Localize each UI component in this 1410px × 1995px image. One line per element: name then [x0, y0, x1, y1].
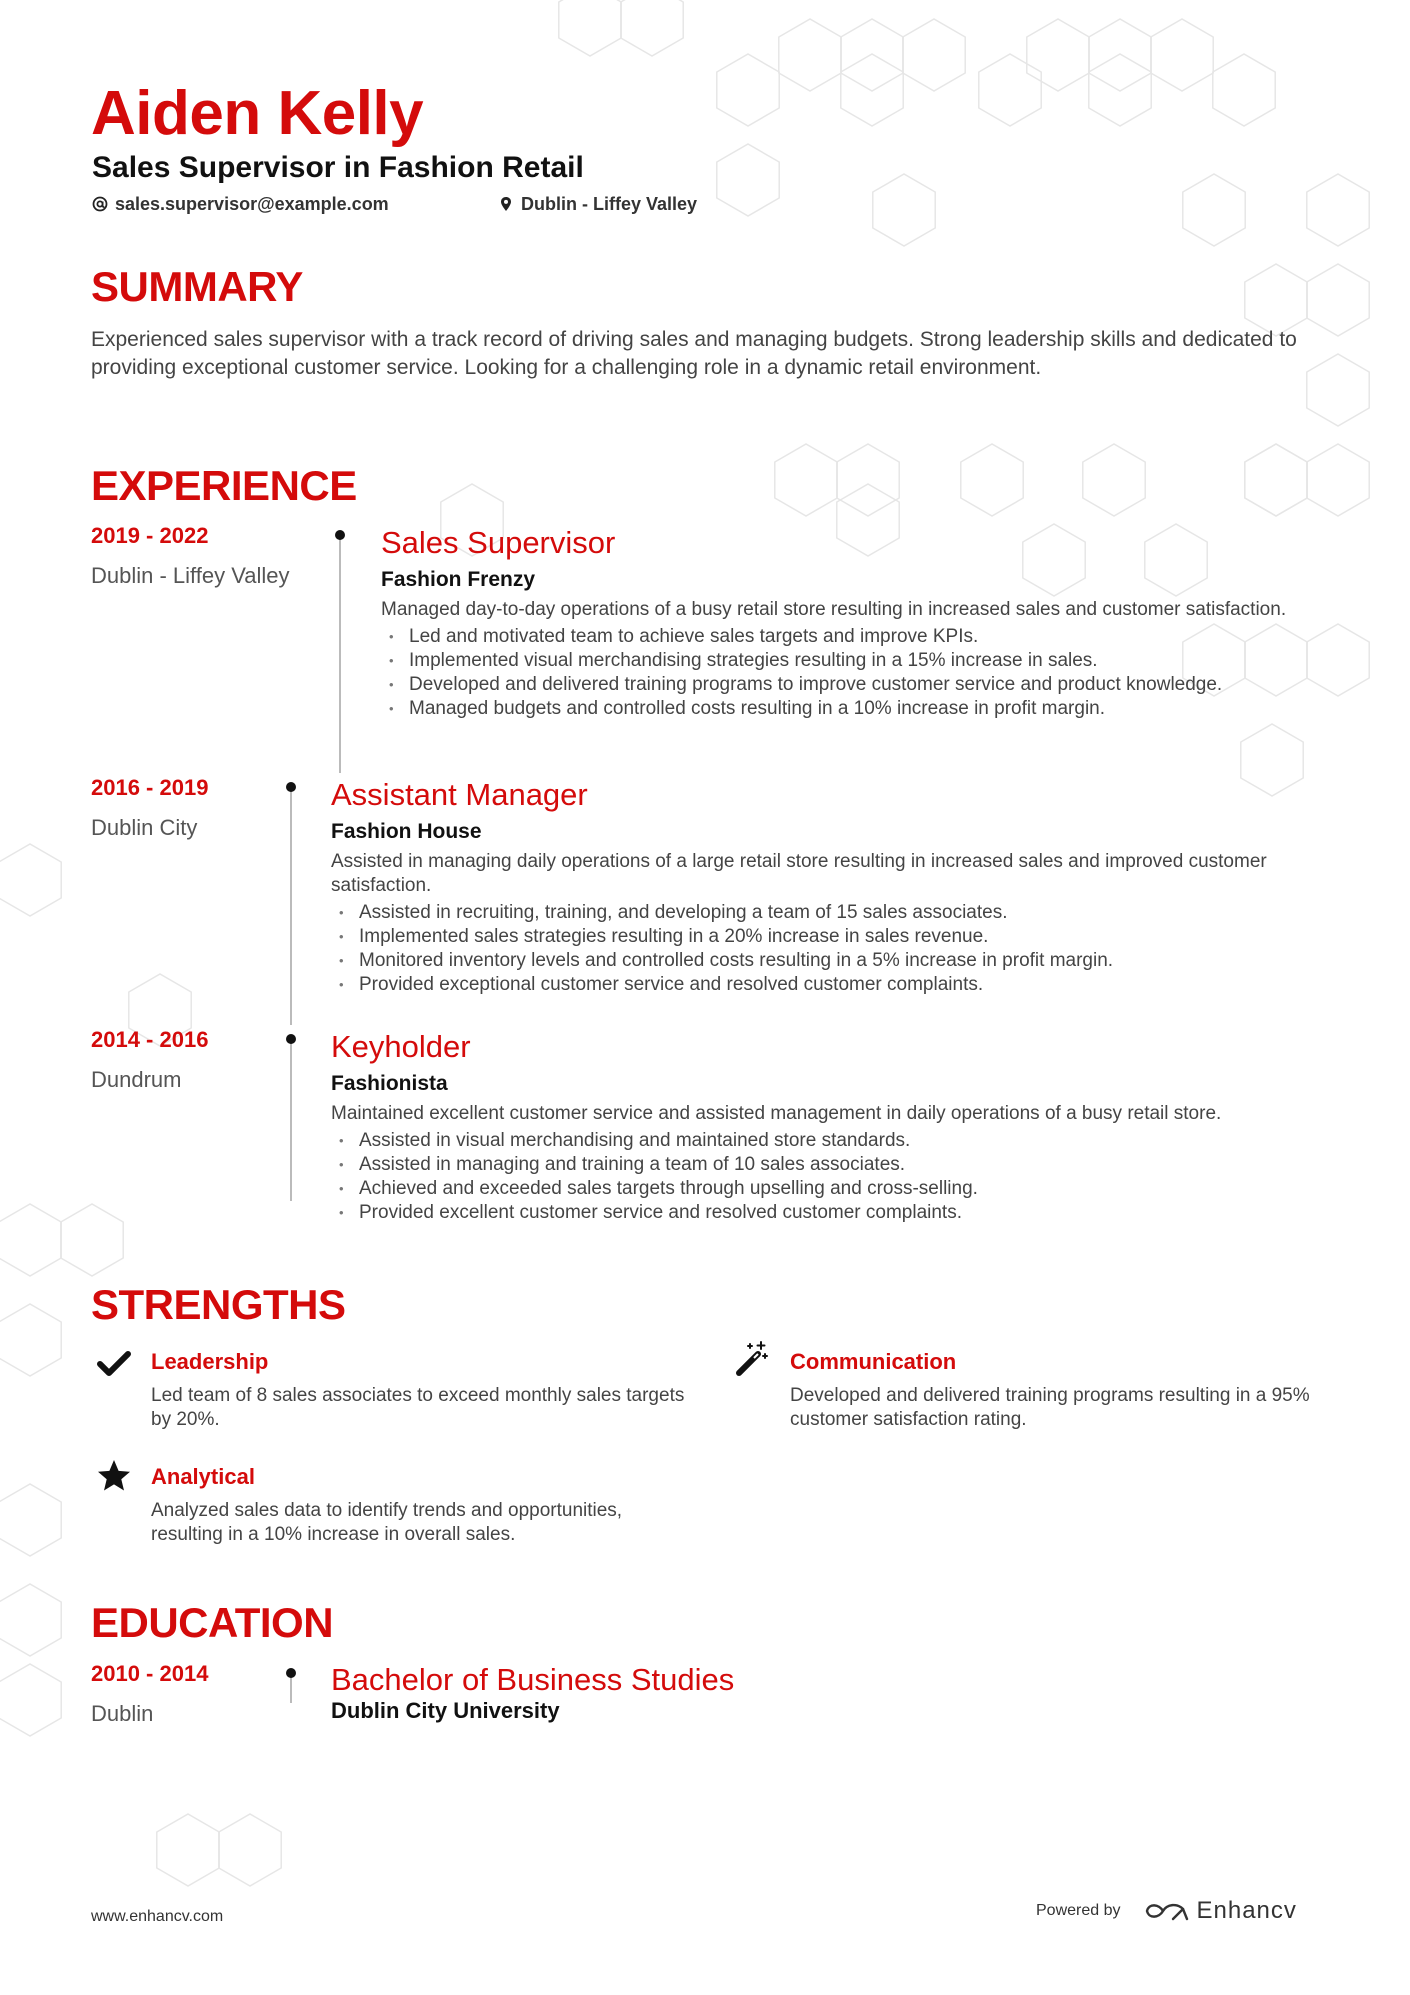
bullet-item: • Assisted in visual merchandising and maintained store standards.	[331, 1129, 1321, 1153]
bullet-item: • Provided excellent customer service and resolved customer complaints.	[331, 1201, 1321, 1225]
timeline-dot	[286, 1034, 296, 1044]
timeline-line	[339, 535, 341, 773]
location-pin-icon	[498, 196, 514, 212]
bullet-item: • Implemented sales strategies resulting in a 20% increase in sales revenue.	[331, 925, 1321, 949]
strengths-heading: STRENGTHS	[91, 1281, 346, 1328]
summary-heading: SUMMARY	[91, 263, 303, 310]
experience-description: Maintained excellent customer service and assisted management in daily operations of a busy retail store.	[331, 1103, 1222, 1124]
experience-company: Fashionista	[331, 1072, 448, 1095]
experience-bullets	[331, 901, 1321, 997]
enhancv-logo-icon	[1143, 1899, 1191, 1923]
bullet-item: • Implemented visual merchandising strategies resulting in a 15% increase in sales.	[381, 649, 1321, 673]
experience-description: Managed day-to-day operations of a busy retail store resulting in increased sales and customer satisfaction.	[381, 599, 1287, 620]
timeline-dot	[286, 1668, 296, 1678]
experience-role: Keyholder	[331, 1029, 471, 1064]
strength-title: Analytical	[151, 1464, 255, 1489]
experience-heading: EXPERIENCE	[91, 462, 357, 509]
bullet-item: • Provided exceptional customer service and resolved customer complaints.	[331, 973, 1321, 997]
experience-location: Dublin City	[91, 815, 198, 840]
powered-by-label: Powered by	[1036, 1902, 1121, 1919]
summary-text: Experienced sales supervisor with a track record of driving sales and managing budgets. Strong leadership skills and dedicated to providing exceptional customer service. Looking for a challenging role in a dynamic retail environment.	[91, 328, 1297, 379]
candidate-name: Aiden Kelly	[91, 79, 424, 148]
education-school: Dublin City University	[331, 1698, 560, 1723]
education-location: Dublin	[91, 1701, 154, 1726]
experience-dates: 2016 - 2019	[91, 775, 209, 800]
candidate-headline: Sales Supervisor in Fashion Retail	[92, 151, 584, 184]
bullet-item: • Assisted in recruiting, training, and developing a team of 15 sales associates.	[331, 901, 1321, 925]
strength-description: Analyzed sales data to identify trends and opportunities, resulting in a 10% increase in overall sales.	[151, 1500, 623, 1545]
experience-details	[331, 1028, 1321, 1225]
star-icon	[96, 1458, 132, 1494]
brand-name: Enhancv	[1196, 1897, 1297, 1924]
contact-location	[498, 193, 697, 215]
education-dates: 2010 - 2014	[91, 1661, 209, 1686]
footer-powered-by[interactable]	[1036, 1897, 1297, 1925]
bullet-item: • Managed budgets and controlled costs resulting in a 10% increase in profit margin.	[381, 697, 1321, 721]
experience-details	[381, 524, 1321, 721]
contact-email[interactable]	[92, 193, 389, 215]
location-text: Dublin - Liffey Valley	[521, 194, 698, 214]
timeline-dot	[286, 782, 296, 792]
strength-description: Led team of 8 sales associates to exceed monthly sales targets by 20%.	[151, 1385, 685, 1430]
bullet-item: • Achieved and exceeded sales targets through upselling and cross-selling.	[331, 1177, 1321, 1201]
strength-description: Developed and delivered training programs resulting in a 95% customer satisfaction rating.	[790, 1385, 1310, 1430]
bullet-item: • Led and motivated team to achieve sales targets and improve KPIs.	[381, 625, 1321, 649]
experience-bullets	[331, 1129, 1321, 1225]
experience-details	[331, 776, 1321, 997]
bullet-item: • Monitored inventory levels and controlled costs resulting in a 5% increase in profit margin.	[331, 949, 1321, 973]
email-text: sales.supervisor@example.com	[115, 194, 389, 214]
experience-dates: 2014 - 2016	[91, 1027, 209, 1052]
strength-title: Leadership	[151, 1349, 269, 1374]
education-degree: Bachelor of Business Studies	[331, 1662, 735, 1697]
checkmark-icon	[96, 1346, 132, 1382]
experience-bullets	[381, 625, 1321, 721]
experience-location: Dundrum	[91, 1067, 182, 1092]
magic-wand-icon	[734, 1340, 770, 1376]
timeline-dot	[335, 530, 345, 540]
experience-role: Assistant Manager	[331, 777, 588, 812]
experience-location: Dublin - Liffey Valley	[91, 563, 290, 588]
strength-title: Communication	[790, 1349, 957, 1374]
experience-company: Fashion House	[331, 820, 482, 843]
experience-role: Sales Supervisor	[381, 525, 616, 560]
education-heading: EDUCATION	[91, 1599, 334, 1646]
experience-dates: 2019 - 2022	[91, 523, 209, 548]
timeline-line	[290, 1039, 292, 1201]
experience-description: Assisted in managing daily operations of a large retail store resulting in increased sales and improved customer satisfaction.	[331, 851, 1267, 896]
footer-website[interactable]: www.enhancv.com	[91, 1908, 224, 1925]
bullet-item: • Developed and delivered training programs to improve customer service and product knowledge.	[381, 673, 1321, 697]
experience-company: Fashion Frenzy	[381, 568, 536, 591]
timeline-line	[290, 787, 292, 1025]
at-sign-icon	[92, 196, 108, 212]
bullet-item: • Assisted in managing and training a team of 10 sales associates.	[331, 1153, 1321, 1177]
